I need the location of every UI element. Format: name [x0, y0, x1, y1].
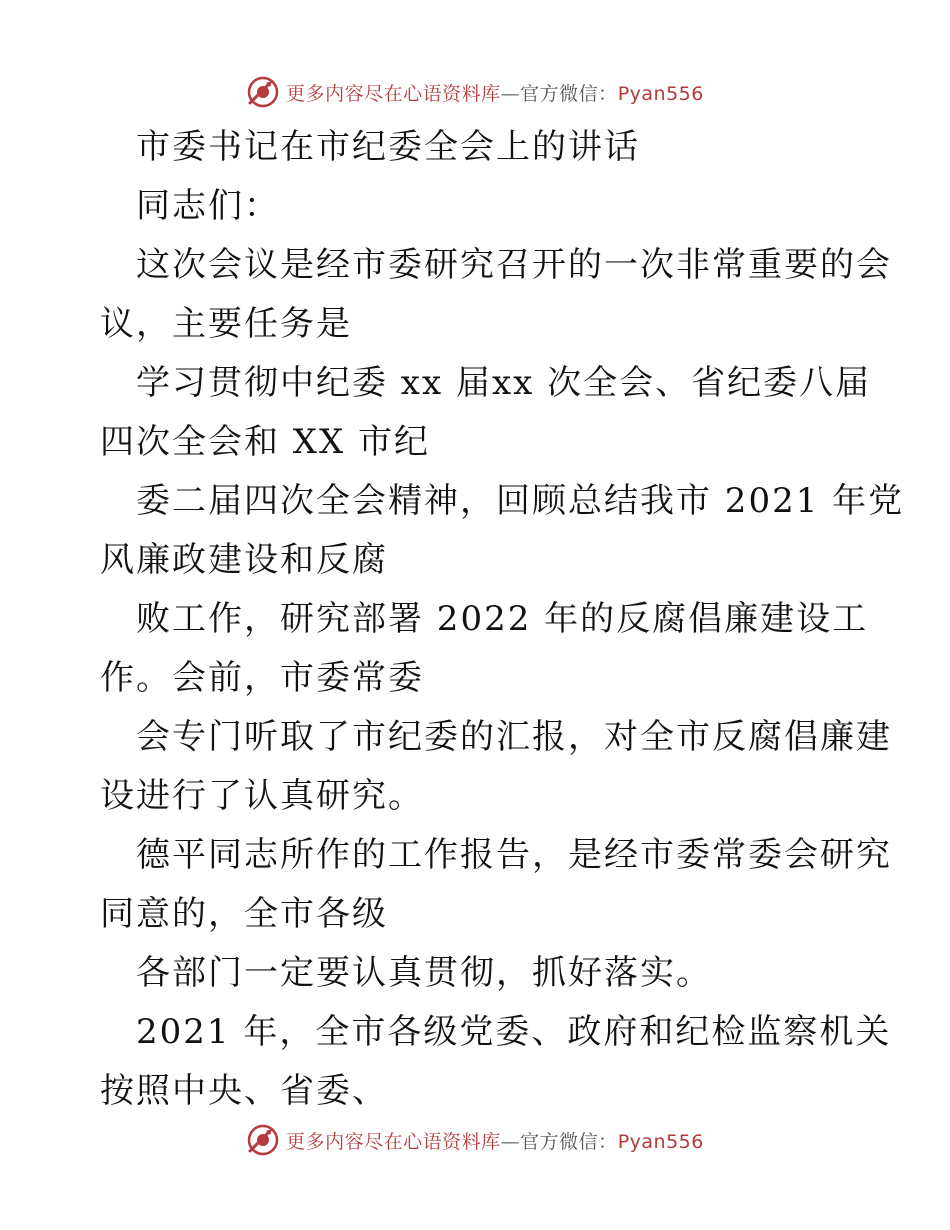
text-line: 德平同志所作的工作报告，是经市委常委会研究 [136, 835, 892, 875]
watermark-wechat-label: 官方微信： [520, 1130, 618, 1153]
watermark-wechat-id: Pyan556 [617, 82, 704, 105]
text-line: 各部门一定要认真贯彻，抓好落实。 [136, 953, 712, 993]
watermark-wechat-label: 官方微信： [520, 82, 618, 105]
footer-watermark [0, 1120, 950, 1160]
text-line: 学习贯彻中纪委 xx 届xx 次全会、省纪委八届 [136, 363, 872, 403]
library-logo-icon [246, 75, 280, 109]
text-line: 败工作，研究部署 2022 年的反腐倡廉建设工 [136, 599, 869, 639]
text-line: 按照中央、省委、 [100, 1071, 388, 1111]
text-line: 2021 年，全市各级党委、政府和纪检监察机关 [136, 1012, 892, 1052]
watermark-dash: — [500, 82, 521, 105]
text-line: 四次全会和 XX 市纪 [100, 422, 431, 462]
text-line: 风廉政建设和反腐 [100, 540, 388, 580]
watermark-dash: — [500, 1130, 521, 1153]
text-line: 作。会前，市委常委 [100, 658, 424, 698]
watermark-slogan: 更多内容尽在心语资料库 [286, 82, 501, 105]
text-line: 同志们： [136, 186, 280, 226]
text-line: 议，主要任务是 [100, 304, 352, 344]
watermark-text [286, 1127, 704, 1154]
header-watermark [0, 72, 950, 112]
watermark-text [286, 79, 704, 106]
text-line: 同意的，全市各级 [100, 894, 388, 934]
text-line: 委二届四次全会精神，回顾总结我市 2021 年党 [136, 481, 905, 521]
document-body [100, 118, 905, 1121]
text-line: 设进行了认真研究。 [100, 776, 424, 816]
watermark-slogan: 更多内容尽在心语资料库 [286, 1130, 501, 1153]
document-title: 市委书记在市纪委全会上的讲话 [136, 127, 640, 167]
library-logo-icon [246, 1123, 280, 1157]
watermark-wechat-id: Pyan556 [617, 1130, 704, 1153]
text-line: 会专门听取了市纪委的汇报，对全市反腐倡廉建 [136, 717, 892, 757]
text-line: 这次会议是经市委研究召开的一次非常重要的会 [136, 245, 892, 285]
